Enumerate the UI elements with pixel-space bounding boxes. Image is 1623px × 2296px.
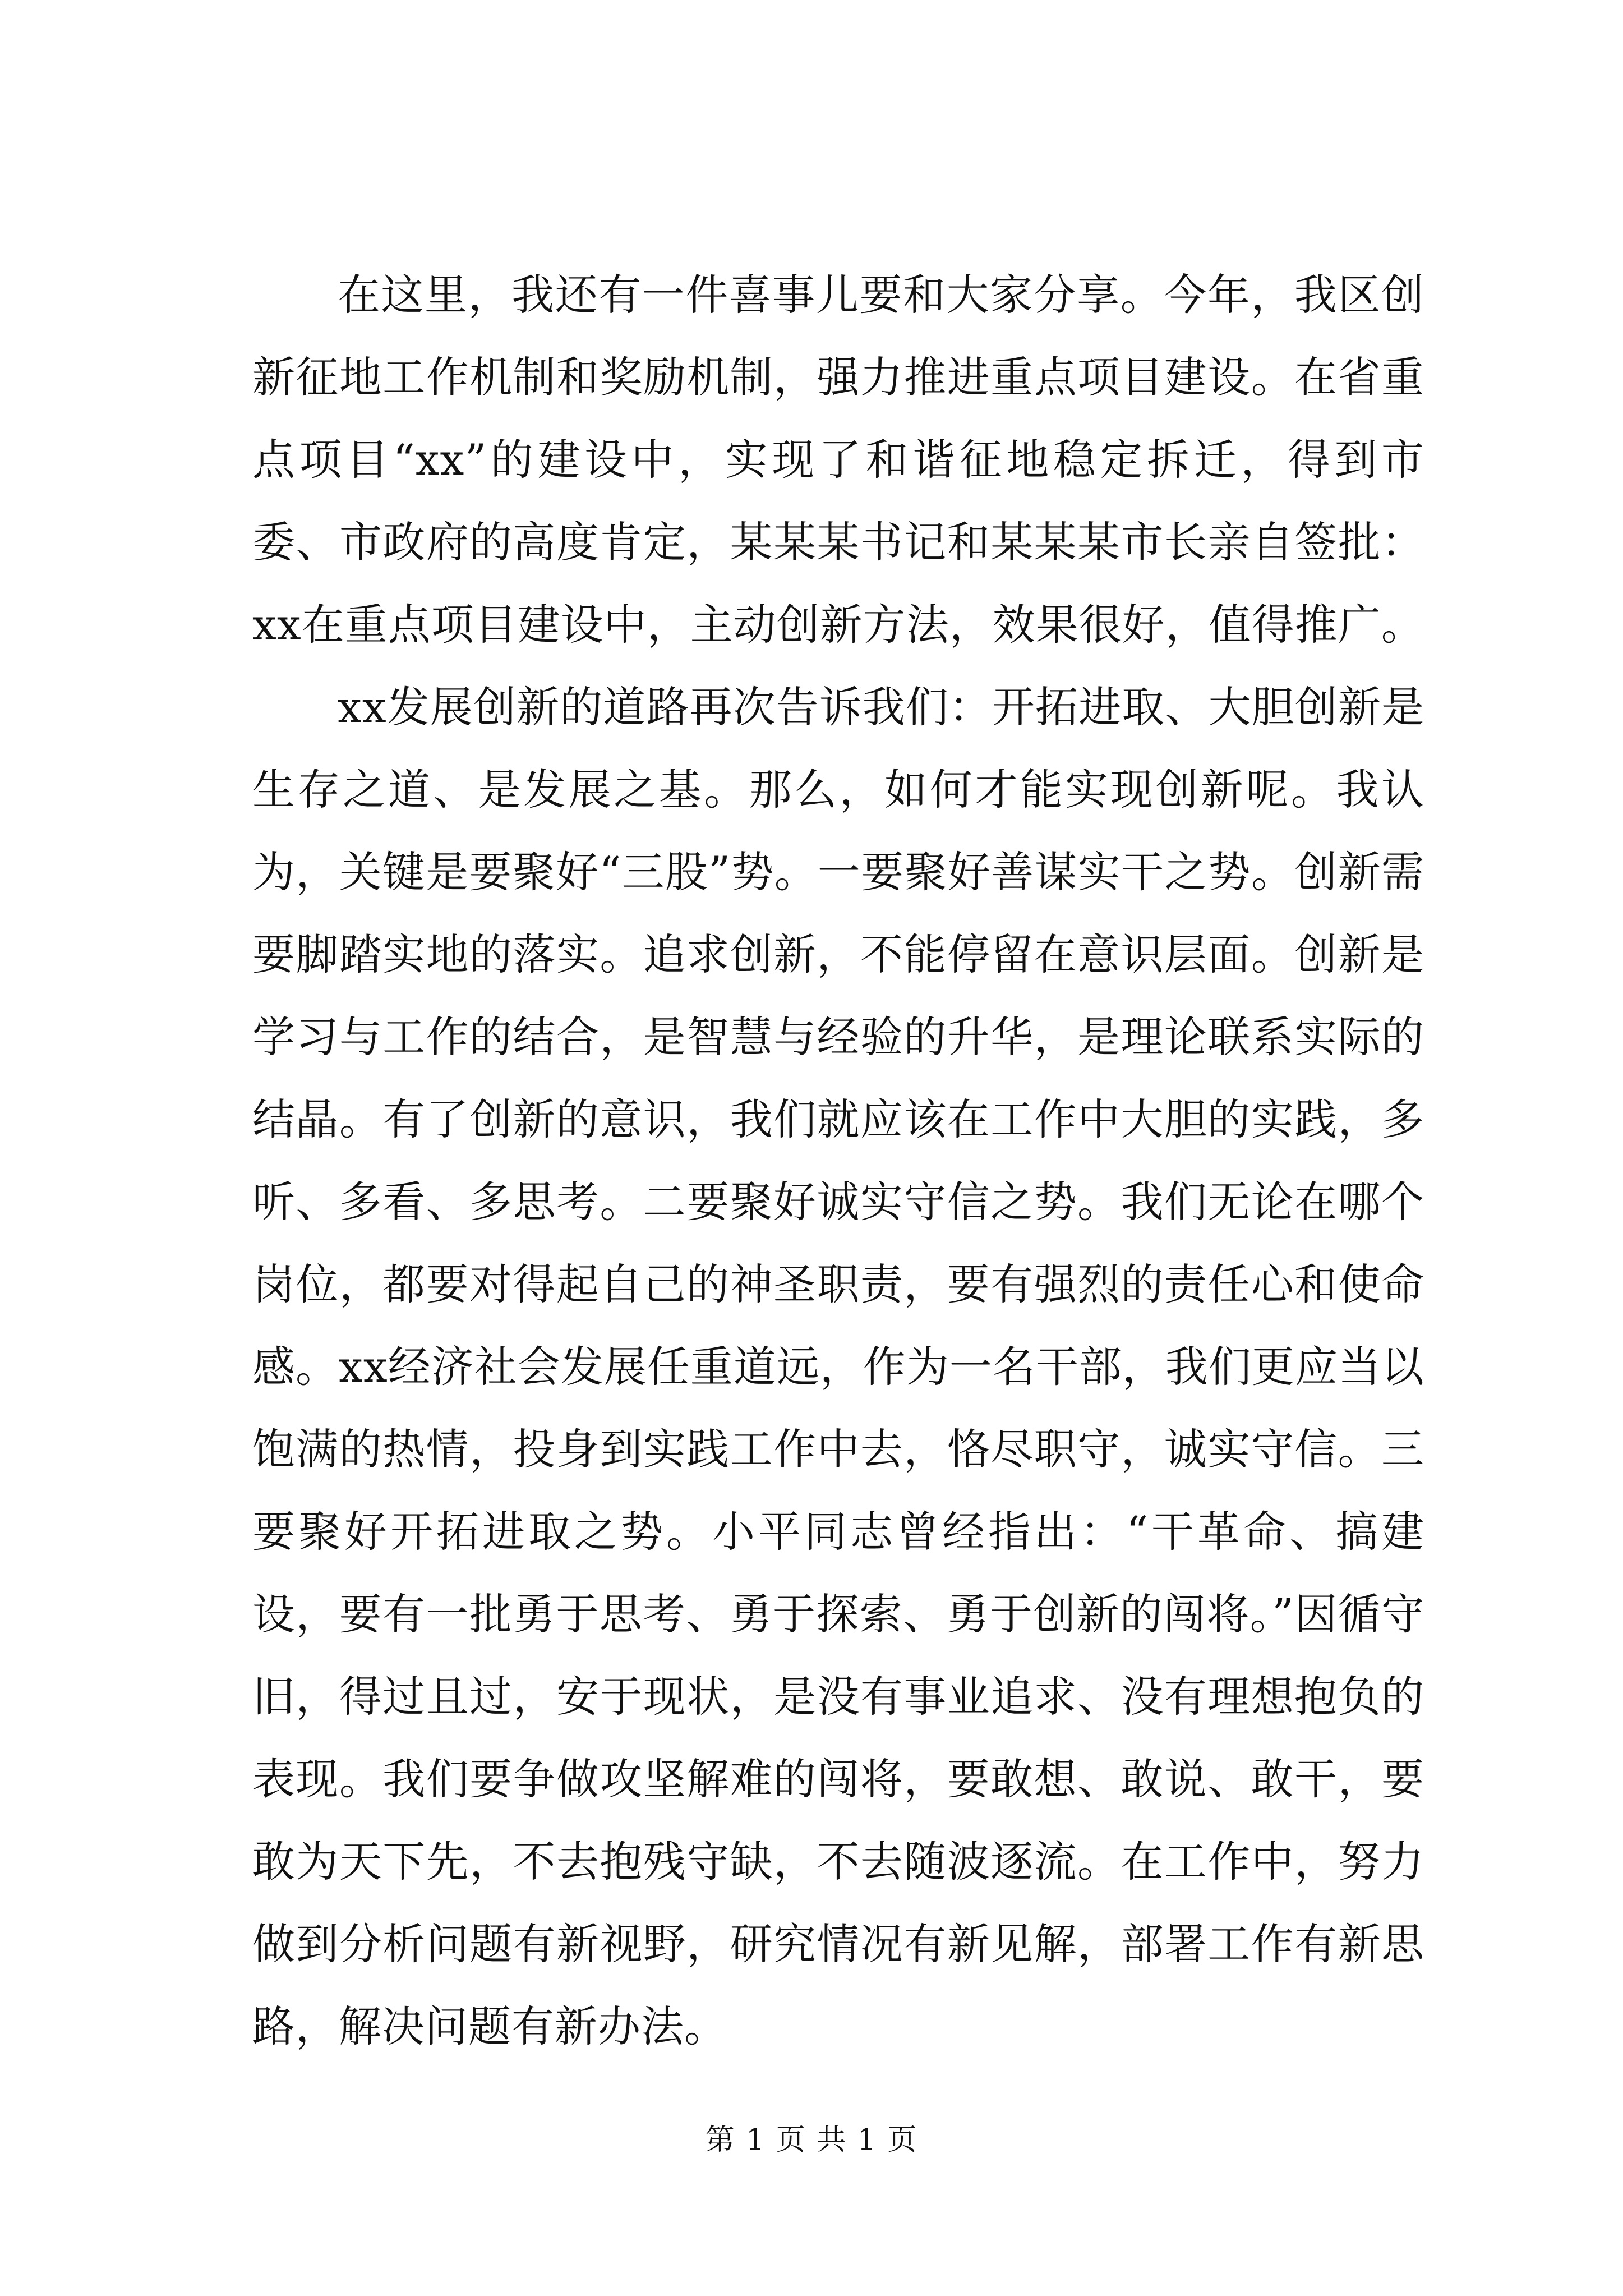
paragraph-2: xx发展创新的道路再次告诉我们：开拓进取、大胆创新是生存之道、是发展之基。那么，如何才能实现创新呢。我认为，关键是要聚好“三股”势。一要聚好善谋实干之势。创新需要脚踏实地的落实。追求创新，不能停留在意识层面。创新是学习与工作的结合，是智慧与经验的升华，是理论联系实际的结晶。有了创新的意识，我们就应该在工作中大胆的实践，多听、多看、多思考。二要聚好诚实守信之势。我们无论在哪个岗位，都要对得起自己的神圣职责，要有强烈的责任心和使命感。xx经济社会发展任重道远，作为一名干部，我们更应当以饱满的热情，投身到实践工作中去，恪尽职守，诚实守信。三要聚好开拓进取之势。小平同志曾经指出：“干革命、搞建设，要有一批勇于思考、勇于探索、勇于创新的闯将。”因循守旧，得过且过，安于现状，是没有事业追求、没有理想抱负的表现。我们要争做攻坚解难的闯将，要敢想、敢说、敢干，要敢为天下先，不去抱残守缺，不去随波逐流。在工作中，努力做到分析问题有新视野，研究情况有新见解，部署工作有新思路，解决问题有新办法。 [252, 682, 1424, 2051]
page-number-label: 第 1 页 共 1 页 [705, 2123, 918, 2157]
document-body [252, 254, 1424, 2068]
paragraph-1: 在这里，我还有一件喜事儿要和大家分享。今年，我区创新征地工作机制和奖励机制，强力推进重点项目建设。在省重点项目“xx”的建设中，实现了和谐征地稳定拆迁，得到市委、市政府的高度肯定，某某某书记和某某某市长亲自签批：xx在重点项目建设中，主动创新方法，效果很好，值得推广。 [252, 270, 1424, 650]
page-footer [0, 2120, 1623, 2160]
